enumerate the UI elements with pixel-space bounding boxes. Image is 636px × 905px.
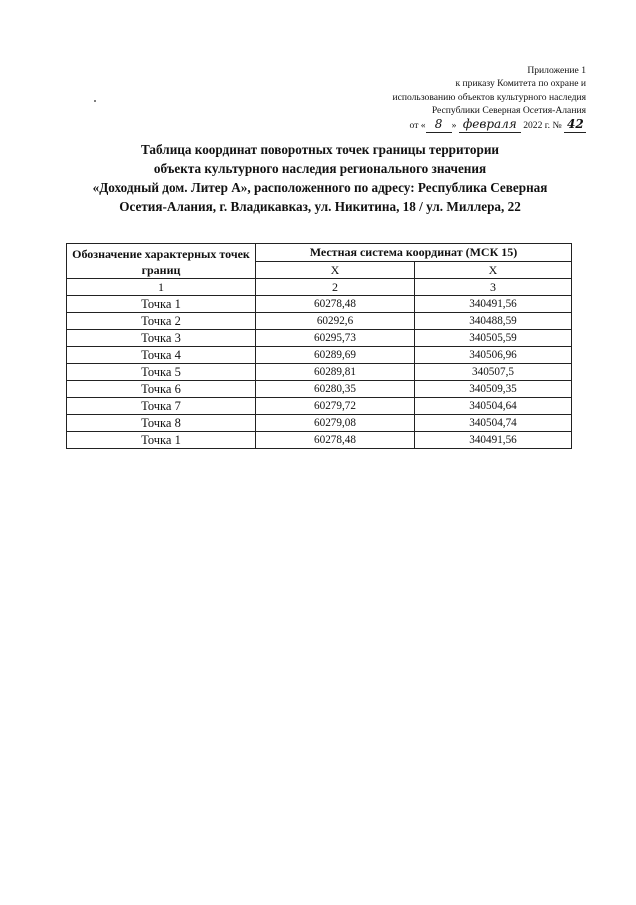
table-row <box>67 330 572 347</box>
x-coord-cell: 60280,35 <box>256 381 415 398</box>
title-line-4: Осетия-Алания, г. Владикавказ, ул. Никитина, 18 / ул. Миллера, 22 <box>119 199 521 214</box>
table-row <box>67 296 572 313</box>
point-name-cell: Точка 3 <box>67 330 256 347</box>
title-line-1: Таблица координат поворотных точек границы территории <box>140 142 500 157</box>
col-y-header: Х <box>415 261 572 279</box>
table-row <box>67 347 572 364</box>
point-name-cell: Точка 4 <box>67 347 256 364</box>
date-month-handwritten: февраля <box>462 116 517 131</box>
coordinate-system-header: Местная система координат (МСК 15) <box>256 244 572 262</box>
y-coord-cell: 340491,56 <box>415 432 572 449</box>
x-coord-cell: 60289,81 <box>256 364 415 381</box>
x-coord-cell: 60289,69 <box>256 347 415 364</box>
table-row <box>67 364 572 381</box>
date-day-handwritten: 8 <box>434 116 443 131</box>
table-row <box>67 313 572 330</box>
date-year: 2022 г. № <box>523 119 562 131</box>
y-coord-cell: 340509,35 <box>415 381 572 398</box>
title-line-2: объекта культурного наследия регионального значения <box>153 161 487 176</box>
title-line-3: «Доходный дом. Литер А», расположенного по адресу: Республика Северная <box>92 180 548 195</box>
x-coord-cell: 60295,73 <box>256 330 415 347</box>
x-coord-cell: 60278,48 <box>256 296 415 313</box>
col-x-header: X <box>256 261 415 279</box>
point-name-cell: Точка 2 <box>67 313 256 330</box>
y-coord-cell: 340504,74 <box>415 415 572 432</box>
committee-line: использованию объектов культурного наследия <box>392 91 586 103</box>
y-coord-cell: 340507,5 <box>415 364 572 381</box>
date-month-field <box>459 118 521 133</box>
order-number-handwritten: 42 <box>567 116 584 131</box>
table-row <box>67 432 572 449</box>
scan-speck <box>94 100 96 102</box>
date-day-field <box>426 118 452 133</box>
y-coord-cell: 340506,96 <box>415 347 572 364</box>
date-mid: » <box>451 119 457 131</box>
x-coord-cell: 60278,48 <box>256 432 415 449</box>
date-prefix: от « <box>409 119 426 131</box>
point-name-cell: Точка 1 <box>67 432 256 449</box>
column-index-cell: 1 <box>67 279 256 296</box>
point-name-cell: Точка 7 <box>67 398 256 415</box>
table-row <box>67 381 572 398</box>
point-name-cell: Точка 5 <box>67 364 256 381</box>
coordinates-table <box>66 243 572 449</box>
document-title <box>40 140 600 216</box>
col-designation-header: Обозначение характерных точек границ <box>67 244 256 279</box>
point-name-cell: Точка 8 <box>67 415 256 432</box>
appendix-header <box>306 64 586 133</box>
order-ref-line: к приказу Комитета по охране и <box>455 78 586 90</box>
column-index-cell: 2 <box>256 279 415 296</box>
y-coord-cell: 340504,64 <box>415 398 572 415</box>
table-header-row <box>67 244 572 262</box>
column-index-cell: 3 <box>415 279 572 296</box>
x-coord-cell: 60292,6 <box>256 313 415 330</box>
y-coord-cell: 340491,56 <box>415 296 572 313</box>
x-coord-cell: 60279,72 <box>256 398 415 415</box>
column-index-row <box>67 279 572 296</box>
x-coord-cell: 60279,08 <box>256 415 415 432</box>
y-coord-cell: 340488,59 <box>415 313 572 330</box>
republic-line: Республики Северная Осетия-Алания <box>431 105 586 117</box>
table-row <box>67 415 572 432</box>
appendix-label: Приложение 1 <box>527 65 586 76</box>
order-date-line <box>306 118 586 133</box>
y-coord-cell: 340505,59 <box>415 330 572 347</box>
point-name-cell: Точка 1 <box>67 296 256 313</box>
table-row <box>67 398 572 415</box>
order-number-field <box>564 118 586 133</box>
point-name-cell: Точка 6 <box>67 381 256 398</box>
